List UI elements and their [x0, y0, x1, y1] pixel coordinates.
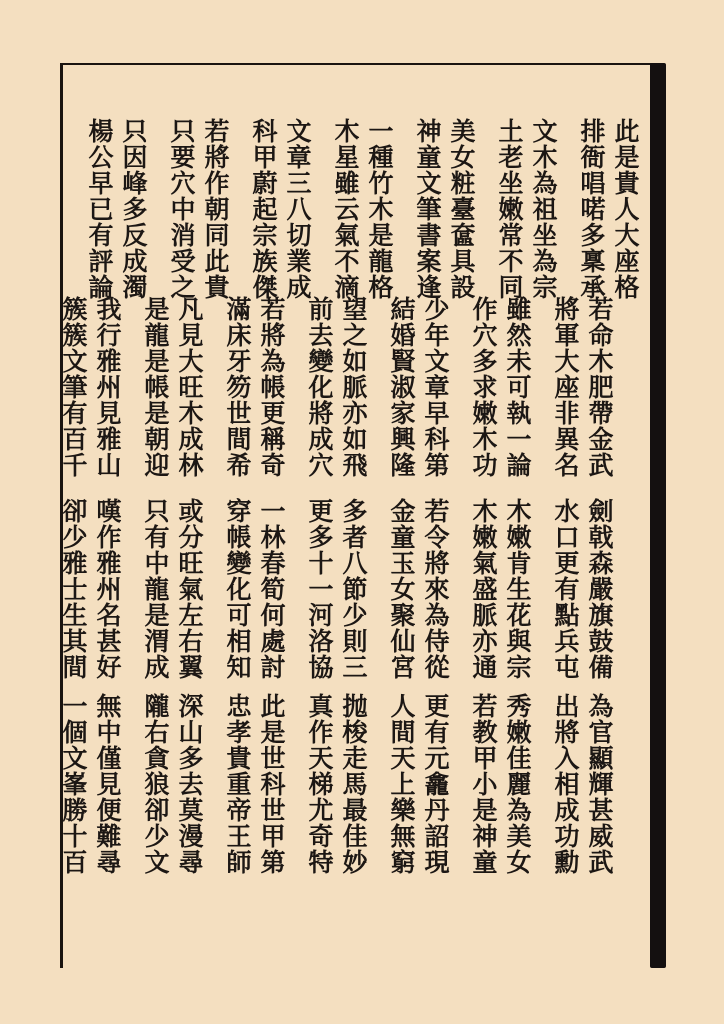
text-segment: 若令將來為侍從 — [421, 498, 450, 680]
text-segment: 更多十一河洛協 — [305, 498, 334, 680]
text-segment: 一林春筍何處討 — [257, 498, 286, 680]
text-segment: 少年文章早科第 — [421, 296, 450, 478]
vertical-text-block — [59, 118, 640, 948]
text-segment: 出將入相成功勳 — [551, 693, 580, 875]
text-segment: 前去變化將成穴 — [305, 296, 334, 478]
text-segment: 隴右貪狼卻少文 — [141, 693, 170, 875]
text-segment: 一種竹木是龍格 — [365, 118, 394, 300]
text-segment: 木嫩氣盛脈亦通 — [469, 498, 498, 680]
text-segment: 若教甲小是神童 — [469, 693, 498, 875]
text-segment: 劍戟森嚴旗鼓備 — [585, 498, 614, 680]
text-segment: 土老坐嫩常不同 — [495, 118, 524, 300]
text-segment: 若將為帳更稱奇 — [257, 296, 286, 478]
text-segment: 此是世科世甲第 — [257, 693, 286, 875]
text-segment: 或分旺氣左右翼 — [175, 498, 204, 680]
text-segment: 抛梭走馬最佳妙 — [339, 693, 368, 875]
text-segment: 排衙唱喏多稟承 — [577, 118, 606, 300]
text-segment: 只有中龍是渭成 — [141, 498, 170, 680]
text-segment: 科甲蔚起宗族傑 — [249, 118, 278, 300]
text-segment: 滿床牙笏世間希 — [223, 296, 252, 478]
text-segment: 秀嫩佳麗為美女 — [503, 693, 532, 875]
text-segment: 穿帳變化可相知 — [223, 498, 252, 680]
page-border-top — [60, 63, 660, 65]
text-segment: 美女粧臺奩具設 — [447, 118, 476, 300]
text-segment: 簇簇文筆有百千 — [59, 296, 88, 478]
text-segment: 忠孝貴重帝王師 — [223, 693, 252, 875]
text-segment: 木星雖云氣不滴 — [331, 118, 360, 300]
text-segment: 此是貴人大座格 — [611, 118, 640, 300]
text-segment: 更有元龕丹詔現 — [421, 693, 450, 875]
text-segment: 卻少雅士生其間 — [59, 498, 88, 680]
text-segment: 只因峰多反成濁 — [119, 118, 148, 300]
text-segment: 無中僅見便難尋 — [93, 693, 122, 875]
text-segment: 作穴多求嫩木功 — [469, 296, 498, 478]
text-segment: 一個文峯勝十百 — [59, 693, 88, 875]
text-segment: 是龍是帳是朝迎 — [141, 296, 170, 478]
text-segment: 文木為祖坐為宗 — [529, 118, 558, 300]
text-segment: 我行雅州見雅山 — [93, 296, 122, 478]
page-border-right — [650, 63, 666, 968]
text-segment: 金童玉女聚仙宮 — [387, 498, 416, 680]
text-segment: 嘆作雅州名甚好 — [93, 498, 122, 680]
text-segment: 真作天梯尤奇特 — [305, 693, 334, 875]
text-segment: 木嫩肯生花與宗 — [503, 498, 532, 680]
text-segment: 雖然未可執一論 — [503, 296, 532, 478]
text-segment: 只要穴中消受之 — [167, 118, 196, 300]
text-segment: 楊公早已有評論 — [85, 118, 114, 300]
text-segment: 望之如脈亦如飛 — [339, 296, 368, 478]
text-segment: 結婚賢淑家興隆 — [387, 296, 416, 478]
text-segment: 若將作朝同此貴 — [201, 118, 230, 300]
text-segment: 神童文筆書案逢 — [413, 118, 442, 300]
text-segment: 凡見大旺木成林 — [175, 296, 204, 478]
text-segment: 將軍大座非異名 — [551, 296, 580, 478]
text-segment: 為官顯輝甚威武 — [585, 693, 614, 875]
text-segment: 多者八節少則三 — [339, 498, 368, 680]
text-segment: 文章三八切業成 — [283, 118, 312, 300]
text-segment: 水口更有點兵屯 — [551, 498, 580, 680]
text-segment: 深山多去莫漫尋 — [175, 693, 204, 875]
text-segment: 若命木肥帶金武 — [585, 296, 614, 478]
text-segment: 人間天上樂無窮 — [387, 693, 416, 875]
